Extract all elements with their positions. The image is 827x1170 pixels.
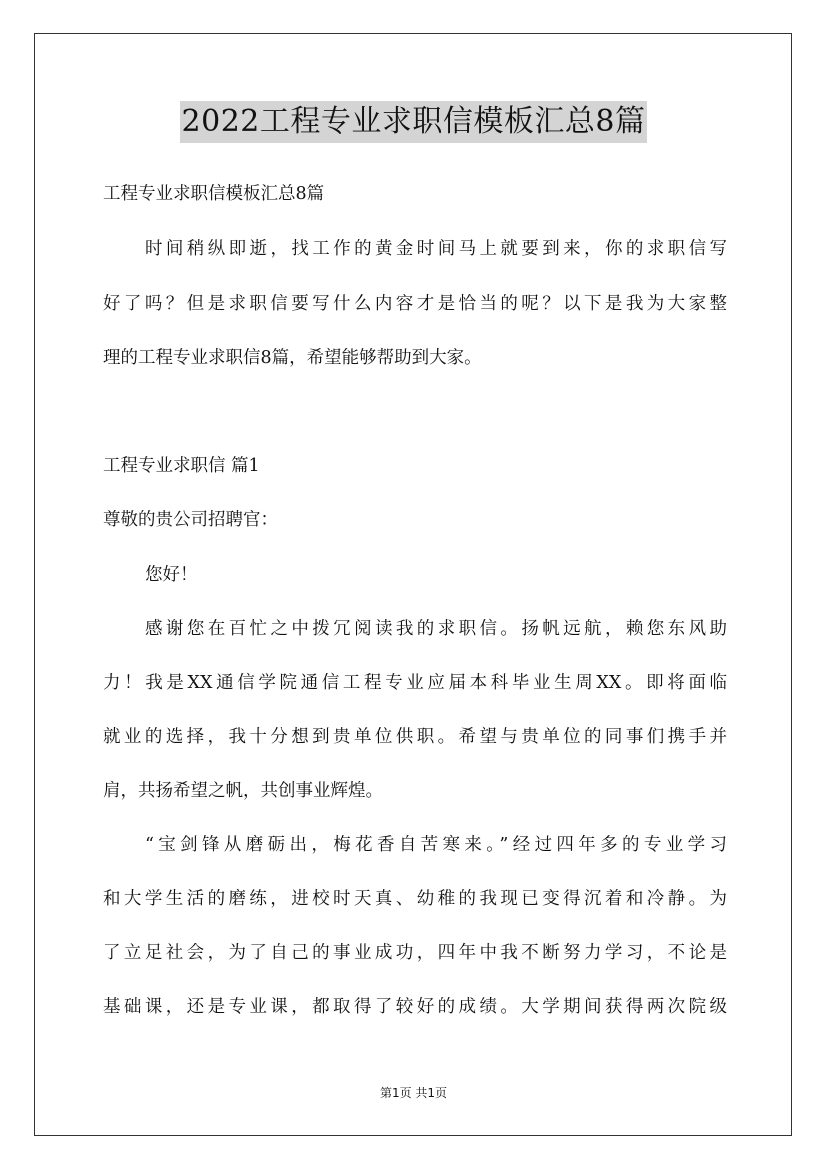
salutation: 尊敬的贵公司招聘官：	[103, 510, 278, 530]
paragraph2-line-2: 和大学生活的磨练，进校时天真、幼稚的我现已变得沉着和冷静。为	[103, 889, 727, 909]
paragraph2-line-1: “宝剑锋从磨砺出，梅花香自苦寒来。”经过四年多的专业学习	[145, 835, 727, 855]
section-heading: 工程专业求职信 篇1	[103, 456, 260, 476]
intro-line-3: 理的工程专业求职信8篇，希望能够帮助到大家。	[103, 348, 482, 368]
paragraph1-line-3: 就业的选择，我十分想到贵单位供职。希望与贵单位的同事们携手并	[103, 727, 727, 747]
paragraph1-line-4: 肩，共扬希望之帆，共创事业辉煌。	[103, 781, 383, 801]
document-title: 2022工程专业求职信模板汇总8篇	[180, 101, 648, 143]
document-subtitle: 工程专业求职信模板汇总8篇	[103, 184, 325, 204]
paragraph2-line-3: 了立足社会，为了自己的事业成功，四年中我不断努力学习，不论是	[103, 943, 727, 963]
paragraph1-line-2: 力！我是XX通信学院通信工程专业应届本科毕业生周XX。即将面临	[103, 673, 727, 693]
paragraph1-line-1: 感谢您在百忙之中拨冗阅读我的求职信。扬帆远航，赖您东风助	[145, 619, 727, 639]
paragraph2-line-4: 基础课，还是专业课，都取得了较好的成绩。大学期间获得两次院级	[103, 997, 727, 1017]
intro-line-2: 好了吗？但是求职信要写什么内容才是恰当的呢？以下是我为大家整	[103, 294, 727, 314]
greeting: 您好！	[145, 565, 198, 585]
title-container	[0, 101, 827, 143]
page-footer: 第1页 共1页	[379, 1086, 448, 1100]
intro-line-1: 时间稍纵即逝，找工作的黄金时间马上就要到来，你的求职信写	[145, 239, 727, 259]
